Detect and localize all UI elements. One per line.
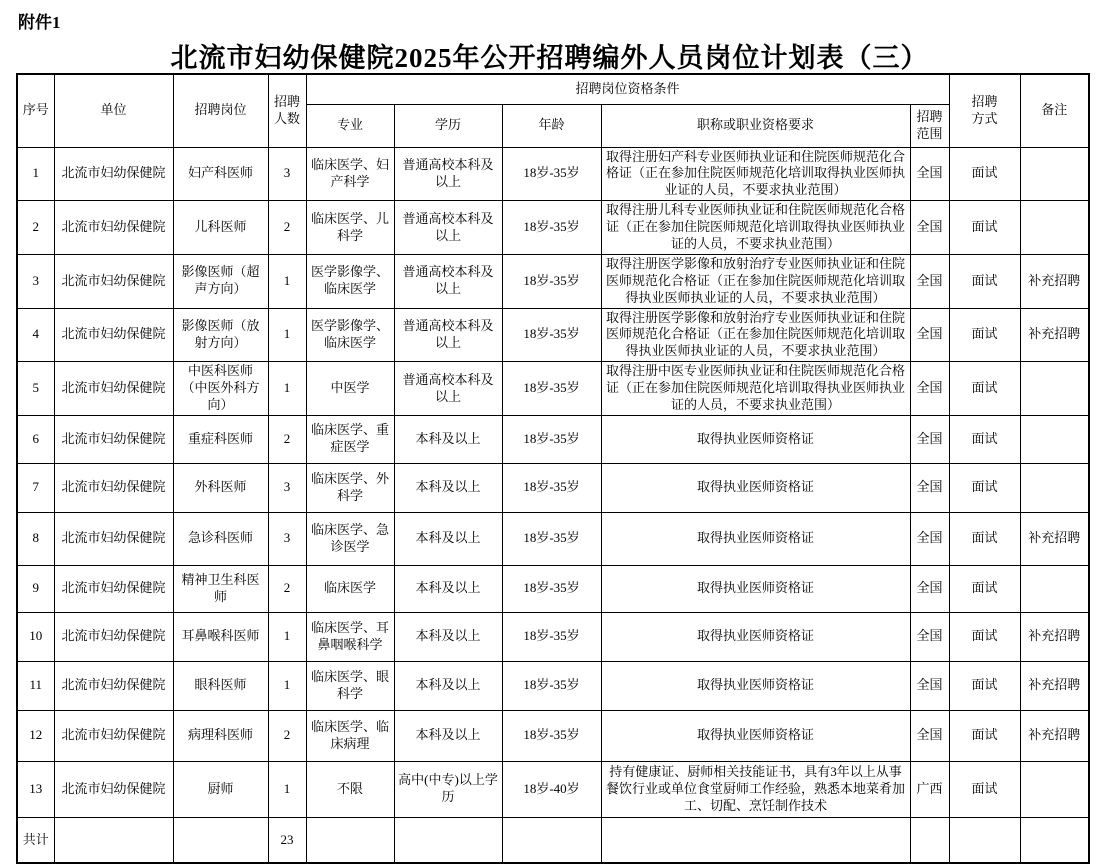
cell-remark: 补充招聘: [1020, 512, 1089, 565]
cell-count: 2: [268, 415, 306, 463]
table-row: [17, 254, 1089, 308]
cell-count: 1: [268, 761, 306, 817]
cell-major: 临床医学: [306, 565, 394, 612]
attachment-label: 附件1: [18, 13, 61, 32]
cell-major: 临床医学、眼科学: [306, 661, 394, 710]
cell-education: 本科及以上: [394, 415, 502, 463]
header-qualification-group: 招聘岗位资格条件: [306, 74, 949, 104]
cell-requirement: 取得注册中医专业医师执业证和住院医师规范化合格证（正在参加住院医师规范化培训取得执业医师执业证的人员，不要求执业范围）: [601, 362, 910, 416]
cell-age: 18岁-40岁: [502, 761, 601, 817]
cell-requirement: 取得注册医学影像和放射治疗专业医师执业证和住院医师规范化合格证（正在参加住院医师规范化培训取得执业医师执业证的人员，不要求执业范围）: [601, 254, 910, 308]
cell-major: 临床医学、儿科学: [306, 201, 394, 255]
header-age: 年龄: [502, 104, 601, 147]
cell-unit: 北流市妇幼保健院: [54, 254, 173, 308]
total-position: [173, 817, 268, 863]
cell-requirement: 取得注册儿科专业医师执业证和住院医师规范化合格证（正在参加住院医师规范化培训取得执业医师执业证的人员，不要求执业范围）: [601, 201, 910, 255]
cell-position: 厨师: [173, 761, 268, 817]
cell-age: 18岁-35岁: [502, 661, 601, 710]
cell-education: 本科及以上: [394, 661, 502, 710]
cell-age: 18岁-35岁: [502, 710, 601, 761]
cell-unit: 北流市妇幼保健院: [54, 710, 173, 761]
cell-remark: 补充招聘: [1020, 612, 1089, 661]
cell-method: 面试: [949, 308, 1020, 362]
cell-scope: 全国: [910, 463, 949, 512]
cell-position: 影像医师（放射方向）: [173, 308, 268, 362]
cell-position: 急诊科医师: [173, 512, 268, 565]
cell-scope: 全国: [910, 147, 949, 201]
cell-requirement: 持有健康证、厨师相关技能证书，具有3年以上从事餐饮行业或单位食堂厨师工作经验，熟悉本地菜肴加工、切配、烹饪制作技术: [601, 761, 910, 817]
cell-education: 普通高校本科及以上: [394, 147, 502, 201]
cell-age: 18岁-35岁: [502, 201, 601, 255]
cell-remark: 补充招聘: [1020, 308, 1089, 362]
cell-age: 18岁-35岁: [502, 512, 601, 565]
table-row: [17, 661, 1089, 710]
cell-major: 中医学: [306, 362, 394, 416]
cell-major: 临床医学、重症医学: [306, 415, 394, 463]
cell-age: 18岁-35岁: [502, 362, 601, 416]
cell-unit: 北流市妇幼保健院: [54, 512, 173, 565]
cell-scope: 全国: [910, 612, 949, 661]
cell-position: 影像医师（超声方向）: [173, 254, 268, 308]
cell-seq: 11: [17, 661, 54, 710]
cell-position: 重症科医师: [173, 415, 268, 463]
cell-remark: 补充招聘: [1020, 661, 1089, 710]
header-remark: 备注: [1020, 74, 1089, 147]
cell-seq: 4: [17, 308, 54, 362]
cell-education: 普通高校本科及以上: [394, 201, 502, 255]
total-age: [502, 817, 601, 863]
table-row: [17, 710, 1089, 761]
cell-unit: 北流市妇幼保健院: [54, 201, 173, 255]
table-row: [17, 565, 1089, 612]
cell-method: 面试: [949, 254, 1020, 308]
total-scope: [910, 817, 949, 863]
cell-seq: 12: [17, 710, 54, 761]
cell-remark: 补充招聘: [1020, 710, 1089, 761]
cell-age: 18岁-35岁: [502, 565, 601, 612]
cell-education: 本科及以上: [394, 512, 502, 565]
cell-requirement: 取得执业医师资格证: [601, 415, 910, 463]
cell-unit: 北流市妇幼保健院: [54, 147, 173, 201]
total-label: 共计: [17, 817, 54, 863]
cell-seq: 3: [17, 254, 54, 308]
cell-method: 面试: [949, 565, 1020, 612]
cell-major: 医学影像学、临床医学: [306, 308, 394, 362]
table-row: [17, 308, 1089, 362]
cell-requirement: 取得注册妇产科专业医师执业证和住院医师规范化合格证（正在参加住院医师规范化培训取得执业医师执业证的人员，不要求执业范围）: [601, 147, 910, 201]
cell-age: 18岁-35岁: [502, 415, 601, 463]
cell-age: 18岁-35岁: [502, 463, 601, 512]
cell-education: 高中(中专)以上学历: [394, 761, 502, 817]
cell-major: 临床医学、临床病理: [306, 710, 394, 761]
cell-major: 医学影像学、临床医学: [306, 254, 394, 308]
page-title: 北流市妇幼保健院2025年公开招聘编外人员岗位计划表（三）: [170, 43, 929, 73]
cell-seq: 10: [17, 612, 54, 661]
header-education: 学历: [394, 104, 502, 147]
cell-unit: 北流市妇幼保健院: [54, 308, 173, 362]
cell-seq: 9: [17, 565, 54, 612]
header-count: [268, 74, 306, 147]
cell-method: 面试: [949, 710, 1020, 761]
header-method-label: 招聘方式: [971, 94, 998, 127]
header-scope: [910, 104, 949, 147]
cell-position: 耳鼻喉科医师: [173, 612, 268, 661]
cell-count: 1: [268, 612, 306, 661]
header-count-label: 招聘人数: [274, 94, 301, 127]
cell-remark: [1020, 147, 1089, 201]
header-position: 招聘岗位: [173, 74, 268, 147]
table-row: [17, 512, 1089, 565]
cell-requirement: 取得执业医师资格证: [601, 710, 910, 761]
header-seq: 序号: [17, 74, 54, 147]
cell-major: 临床医学、妇产科学: [306, 147, 394, 201]
header-method: [949, 74, 1020, 147]
cell-unit: 北流市妇幼保健院: [54, 362, 173, 416]
total-unit: [54, 817, 173, 863]
cell-education: 普通高校本科及以上: [394, 362, 502, 416]
cell-count: 3: [268, 512, 306, 565]
cell-position: 妇产科医师: [173, 147, 268, 201]
cell-unit: 北流市妇幼保健院: [54, 612, 173, 661]
cell-seq: 8: [17, 512, 54, 565]
cell-requirement: 取得执业医师资格证: [601, 565, 910, 612]
cell-position: 眼科医师: [173, 661, 268, 710]
cell-seq: 7: [17, 463, 54, 512]
cell-education: 本科及以上: [394, 612, 502, 661]
cell-requirement: 取得执业医师资格证: [601, 512, 910, 565]
cell-position: 中医科医师（中医外科方向）: [173, 362, 268, 416]
cell-seq: 6: [17, 415, 54, 463]
cell-requirement: 取得执业医师资格证: [601, 463, 910, 512]
total-count: 23: [268, 817, 306, 863]
cell-remark: 补充招聘: [1020, 254, 1089, 308]
cell-seq: 2: [17, 201, 54, 255]
cell-scope: 广西: [910, 761, 949, 817]
cell-requirement: 取得注册医学影像和放射治疗专业医师执业证和住院医师规范化合格证（正在参加住院医师规范化培训取得执业医师执业证的人员，不要求执业范围）: [601, 308, 910, 362]
cell-unit: 北流市妇幼保健院: [54, 565, 173, 612]
cell-seq: 5: [17, 362, 54, 416]
cell-unit: 北流市妇幼保健院: [54, 463, 173, 512]
cell-count: 2: [268, 201, 306, 255]
cell-method: 面试: [949, 415, 1020, 463]
header-unit: 单位: [54, 74, 173, 147]
cell-major: 临床医学、耳鼻咽喉科学: [306, 612, 394, 661]
cell-unit: 北流市妇幼保健院: [54, 661, 173, 710]
cell-count: 1: [268, 254, 306, 308]
cell-scope: 全国: [910, 362, 949, 416]
cell-scope: 全国: [910, 661, 949, 710]
cell-remark: [1020, 201, 1089, 255]
total-row: [17, 817, 1089, 863]
cell-scope: 全国: [910, 308, 949, 362]
header-requirement: 职称或职业资格要求: [601, 104, 910, 147]
cell-method: 面试: [949, 362, 1020, 416]
total-method: [949, 817, 1020, 863]
cell-method: 面试: [949, 761, 1020, 817]
total-major: [306, 817, 394, 863]
cell-method: 面试: [949, 463, 1020, 512]
cell-count: 2: [268, 565, 306, 612]
cell-remark: [1020, 463, 1089, 512]
cell-age: 18岁-35岁: [502, 254, 601, 308]
cell-position: 儿科医师: [173, 201, 268, 255]
cell-remark: [1020, 362, 1089, 416]
cell-position: 精神卫生科医师: [173, 565, 268, 612]
cell-remark: [1020, 415, 1089, 463]
total-requirement: [601, 817, 910, 863]
cell-method: 面试: [949, 201, 1020, 255]
cell-requirement: 取得执业医师资格证: [601, 661, 910, 710]
cell-count: 1: [268, 308, 306, 362]
total-remark: [1020, 817, 1089, 863]
cell-education: 普通高校本科及以上: [394, 254, 502, 308]
table-row: [17, 201, 1089, 255]
cell-scope: 全国: [910, 415, 949, 463]
cell-major: 不限: [306, 761, 394, 817]
cell-education: 本科及以上: [394, 463, 502, 512]
header-major: 专业: [306, 104, 394, 147]
cell-position: 外科医师: [173, 463, 268, 512]
cell-method: 面试: [949, 661, 1020, 710]
cell-count: 1: [268, 661, 306, 710]
table-row: [17, 147, 1089, 201]
cell-scope: 全国: [910, 565, 949, 612]
cell-remark: [1020, 565, 1089, 612]
table-row: [17, 612, 1089, 661]
cell-unit: 北流市妇幼保健院: [54, 761, 173, 817]
cell-requirement: 取得执业医师资格证: [601, 612, 910, 661]
recruitment-table: [16, 73, 1090, 864]
cell-unit: 北流市妇幼保健院: [54, 415, 173, 463]
cell-method: 面试: [949, 147, 1020, 201]
table-row: [17, 761, 1089, 817]
cell-count: 3: [268, 147, 306, 201]
cell-age: 18岁-35岁: [502, 612, 601, 661]
table-row: [17, 463, 1089, 512]
cell-scope: 全国: [910, 512, 949, 565]
cell-method: 面试: [949, 512, 1020, 565]
cell-scope: 全国: [910, 710, 949, 761]
cell-scope: 全国: [910, 201, 949, 255]
cell-age: 18岁-35岁: [502, 308, 601, 362]
cell-major: 临床医学、外科学: [306, 463, 394, 512]
table-row: [17, 415, 1089, 463]
cell-remark: [1020, 761, 1089, 817]
table-row: [17, 362, 1089, 416]
header-scope-label: 招聘范围: [916, 108, 943, 142]
cell-count: 2: [268, 710, 306, 761]
cell-education: 本科及以上: [394, 565, 502, 612]
cell-major: 临床医学、急诊医学: [306, 512, 394, 565]
cell-count: 3: [268, 463, 306, 512]
cell-education: 本科及以上: [394, 710, 502, 761]
cell-education: 普通高校本科及以上: [394, 308, 502, 362]
cell-seq: 13: [17, 761, 54, 817]
cell-seq: 1: [17, 147, 54, 201]
cell-scope: 全国: [910, 254, 949, 308]
total-education: [394, 817, 502, 863]
cell-count: 1: [268, 362, 306, 416]
cell-position: 病理科医师: [173, 710, 268, 761]
cell-age: 18岁-35岁: [502, 147, 601, 201]
cell-method: 面试: [949, 612, 1020, 661]
